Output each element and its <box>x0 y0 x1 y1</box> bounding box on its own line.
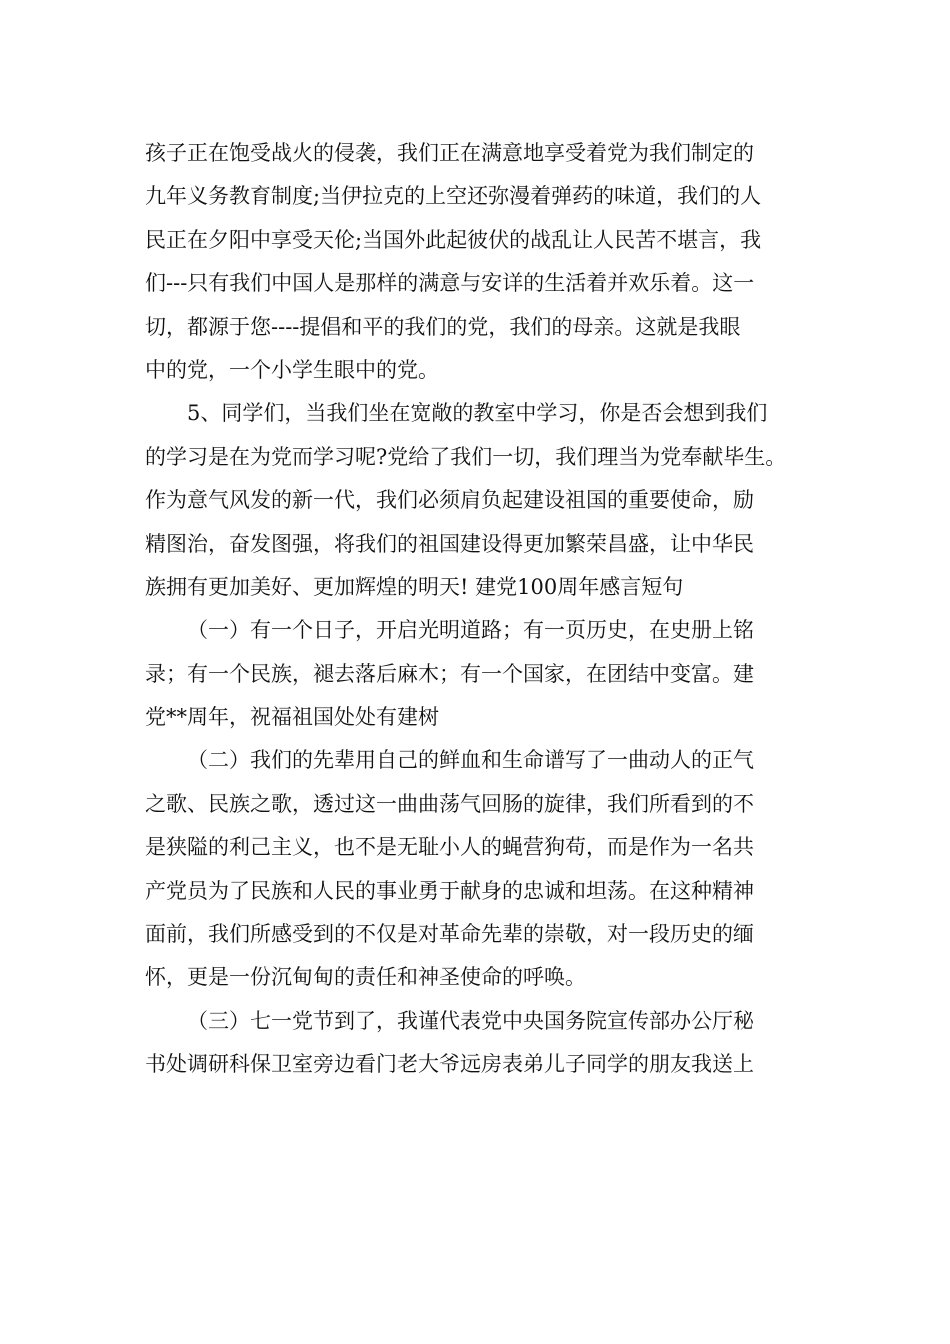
text-line: 们---只有我们中国人是那样的满意与安详的生活着并欢乐着。这一 <box>145 271 755 296</box>
text-line: 之歌、民族之歌，透过这一曲曲荡气回肠的旋律，我们所看到的不 <box>145 791 754 816</box>
paragraph-start-line: （一）有一个日子，开启光明道路；有一页历史，在史册上铭 <box>187 618 754 643</box>
text-line: 孩子正在饱受战火的侵袭，我们正在满意地享受着党为我们制定的 <box>145 141 754 165</box>
text-line: 党**周年，祝福祖国处处有建树 <box>145 705 439 730</box>
text-line: 是狭隘的利己主义，也不是无耻小人的蝇营狗苟，而是作为一名共 <box>145 835 754 860</box>
text-line: 作为意气风发的新一代，我们必须肩负起建设祖国的重要使命，励 <box>145 488 754 513</box>
text-line: 书处调研科保卫室旁边看门老大爷远房表弟儿子同学的朋友我送上 <box>145 1052 754 1077</box>
text-line: 面前，我们所感受到的不仅是对革命先辈的崇敬，对一段历史的缅 <box>145 922 754 947</box>
paragraph-start-line: （二）我们的先辈用自己的鲜血和生命谱写了一曲动人的正气 <box>187 748 754 773</box>
text-line: 九年义务教育制度;当伊拉克的上空还弥漫着弹药的味道，我们的人 <box>145 184 762 209</box>
text-line: 录；有一个民族，褪去落后麻木；有一个国家，在团结中变富。建 <box>145 661 754 686</box>
text-line: 切，都源于您----提倡和平的我们的党，我们的母亲。这就是我眼 <box>145 314 741 339</box>
paragraph-start-line: （三）七一党节到了，我谨代表党中央国务院宣传部办公厅秘 <box>187 1008 754 1033</box>
text-line: 产党员为了民族和人民的事业勇于献身的忠诚和坦荡。在这种精神 <box>145 878 754 903</box>
text-line-with-heading: 族拥有更加美好、更加辉煌的明天! 建党100周年感言短句 <box>145 574 684 599</box>
text-line: 中的党，一个小学生眼中的党。 <box>145 357 439 382</box>
text-line: 怀，更是一份沉甸甸的责任和神圣使命的呼唤。 <box>145 965 586 990</box>
text-line: 民正在夕阳中享受天伦;当国外此起彼伏的战乱让人民苦不堪言，我 <box>145 227 762 252</box>
paragraph-start-line: 5、同学们，当我们坐在宽敞的教室中学习，你是否会想到我们 <box>187 401 768 426</box>
document-body <box>145 133 825 1088</box>
text-line: 精图治，奋发图强，将我们的祖国建设得更加繁荣昌盛，让中华民 <box>145 531 754 556</box>
text-line: 的学习是在为党而学习呢?党给了我们一切，我们理当为党奉献毕生。 <box>145 444 787 469</box>
